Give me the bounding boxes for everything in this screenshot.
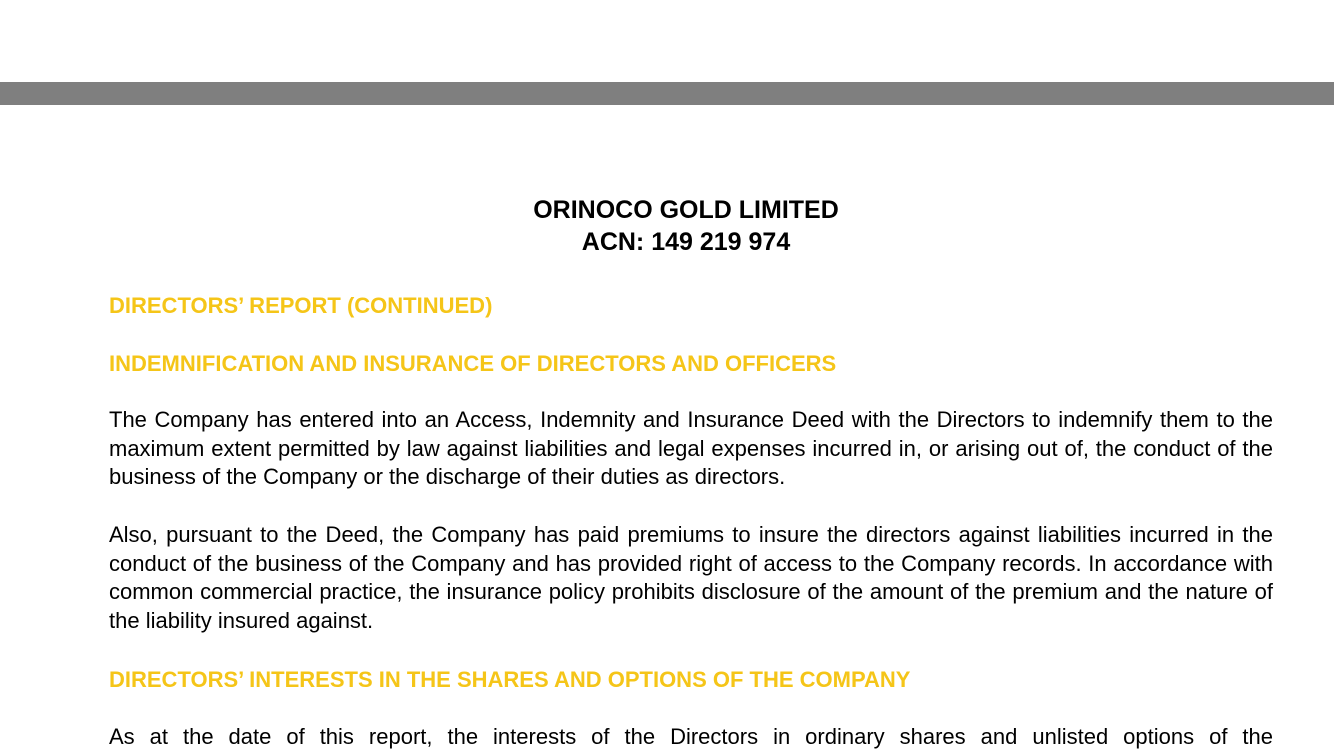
indemnification-paragraph-2: Also, pursuant to the Deed, the Company has paid premiums to insure the directors against liabilities incurred in the conduct of the business of the Company and has provided right of access to the Company records. In accordance with common commercial practice, the insurance policy prohibits disclosure of the amount of the premium and the nature of the liability insured against. xyxy=(109,522,1273,634)
interests-heading: DIRECTORS’ INTERESTS IN THE SHARES AND OPTIONS OF THE COMPANY xyxy=(109,667,911,692)
indemnification-heading: INDEMNIFICATION AND INSURANCE OF DIRECTORS AND OFFICERS xyxy=(109,351,837,376)
directors-report-heading: DIRECTORS’ REPORT (CONTINUED) xyxy=(109,293,493,318)
document-title xyxy=(0,194,1334,258)
indemnification-paragraph-1: The Company has entered into an Access, Indemnity and Insurance Deed with the Directors to indemnify them to the maximum extent permitted by law against liabilities and legal expenses incurred in, or arising out of, the conduct of the business of the Company or the discharge of their duties as directors. xyxy=(109,407,1273,490)
page-separator-bar xyxy=(0,82,1334,105)
company-acn: ACN: 149 219 974 xyxy=(581,228,791,256)
company-name: ORINOCO GOLD LIMITED xyxy=(533,196,839,224)
interests-paragraph-1: As at the date of this report, the interests of the Directors in ordinary shares and unlisted options of the xyxy=(109,724,1273,749)
